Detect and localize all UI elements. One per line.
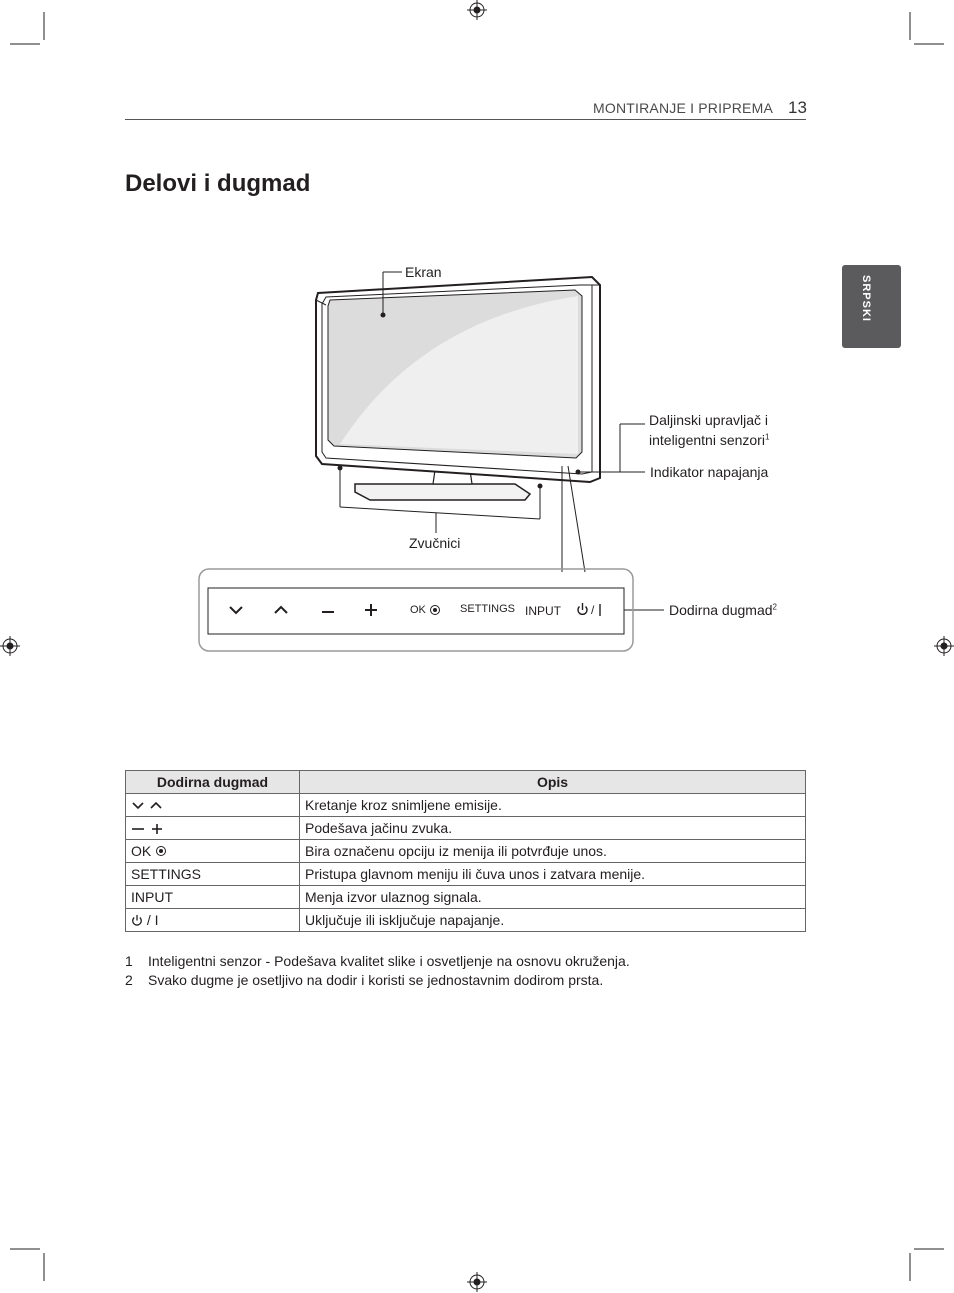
table-row <box>126 909 806 932</box>
label-remote-sensor-2: inteligentni senzori$^1$ <box>649 432 770 448</box>
table-cell-button: INPUT <box>126 886 300 909</box>
label-speakers: Zvučnici <box>409 535 461 551</box>
label-power-indicator: Indikator napajanja <box>650 464 769 480</box>
minus-plus-icon <box>131 823 165 835</box>
footnote-2: 2 Svako dugme je osetljivo na dodir i koristi se jednostavnim dodirom prsta. <box>125 972 604 988</box>
page-title: Delovi i dugmad <box>125 170 311 197</box>
header-divider <box>125 119 806 120</box>
button-label-power-sep: / <box>591 603 595 617</box>
table-cell-desc: Menja izvor ulaznog signala. <box>300 886 806 909</box>
footnote-1: 1 Inteligentni senzor - Podešava kvalitet slike i osvetljenje na osnovu okruženja. <box>125 953 630 969</box>
table-cell-button: SETTINGS <box>126 863 300 886</box>
table-cell-desc: Pristupa glavnom meniju ili čuva unos i zatvara menije. <box>300 863 806 886</box>
table-cell-button: / I <box>126 909 300 932</box>
registration-mark-bottom <box>467 1272 487 1292</box>
buttons-table <box>125 770 806 932</box>
label-remote-sensor-1: Daljinski upravljač i <box>649 412 769 428</box>
table-cell-desc: Podešava jačinu zvuka. <box>300 817 806 840</box>
tv-illustration <box>316 277 600 500</box>
language-tab-label: SRPSKI <box>860 275 872 322</box>
ok-target-icon <box>155 845 167 857</box>
button-label-ok: OK <box>410 604 426 616</box>
table-cell-button <box>126 817 300 840</box>
table-row <box>126 863 806 886</box>
registration-mark-top <box>467 0 487 20</box>
table-header-desc: Opis <box>300 771 806 794</box>
language-tab <box>842 265 901 348</box>
table-cell-desc: Bira označenu opciju iz menija ili potvrđuje unos. <box>300 840 806 863</box>
section-header: MONTIRANJE I PRIPREMA <box>593 100 773 116</box>
table-cell-desc: Kretanje kroz snimljene emisije. <box>300 794 806 817</box>
table-header-button: Dodirna dugmad <box>126 771 300 794</box>
label-screen: Ekran <box>405 264 442 280</box>
page-number: 13 <box>788 98 807 117</box>
table-row <box>126 794 806 817</box>
label-touch-buttons: Dodirna dugmad$^2$ <box>669 602 777 618</box>
table-cell-button: OK <box>126 840 300 863</box>
table-row <box>126 840 806 863</box>
tv-diagram <box>190 260 810 660</box>
button-label-settings: SETTINGS <box>460 603 516 615</box>
button-label-input: INPUT <box>525 604 561 618</box>
chevron-down-up-icon <box>131 800 165 812</box>
table-cell-button <box>126 794 300 817</box>
registration-mark-right <box>934 636 954 656</box>
registration-mark-left <box>0 636 20 656</box>
table-row <box>126 817 806 840</box>
power-icon <box>131 914 143 927</box>
table-header-row <box>126 771 806 794</box>
table-row <box>126 886 806 909</box>
table-cell-desc: Uključuje ili isključuje napajanje. <box>300 909 806 932</box>
